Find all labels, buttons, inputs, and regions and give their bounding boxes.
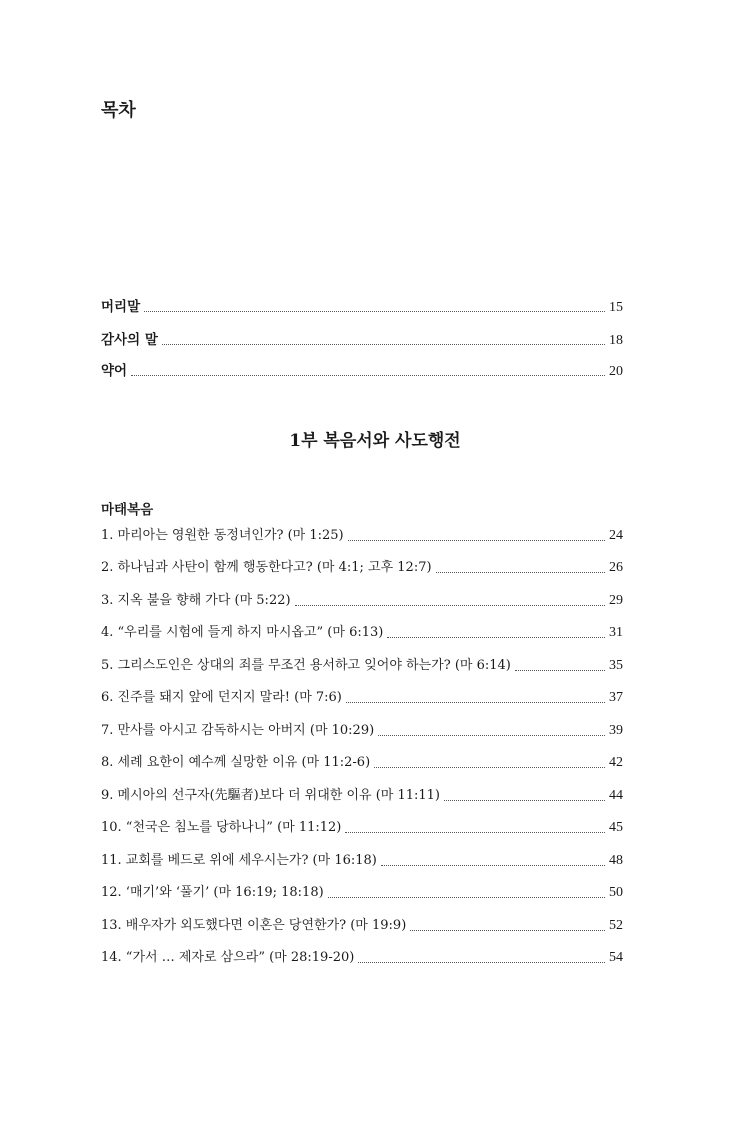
toc-entry-label: 3. 지옥 불을 향해 가다 (마 5:22): [101, 593, 291, 608]
toc-front-item[interactable]: [101, 359, 623, 383]
toc-entry-label: 13. 배우자가 외도했다면 이혼은 당연한가? (마 19:9): [101, 918, 407, 933]
toc-page-number: 20: [609, 364, 623, 379]
dot-leader: [374, 767, 605, 768]
toc-entry[interactable]: [101, 524, 623, 548]
toc-page-number: 48: [609, 853, 623, 868]
toc-entry[interactable]: [101, 816, 623, 840]
dot-leader: [436, 572, 605, 573]
toc-entry-label: 4. “우리를 시험에 들게 하지 마시옵고” (마 6:13): [101, 625, 384, 640]
toc-page-number: 18: [609, 333, 623, 348]
toc-page-number: 24: [609, 528, 623, 543]
toc-entry[interactable]: [101, 946, 623, 970]
toc-page-number: 42: [609, 755, 623, 770]
toc-entry[interactable]: [101, 719, 623, 743]
toc-entry[interactable]: [101, 621, 623, 645]
toc-entry[interactable]: [101, 914, 623, 938]
toc-page-number: 26: [609, 560, 623, 575]
dot-leader: [345, 832, 605, 833]
toc-entry-label: 7. 만사를 아시고 감독하시는 아버지 (마 10:29): [101, 723, 375, 738]
dot-leader: [444, 800, 605, 801]
toc-entry[interactable]: [101, 654, 623, 678]
toc-page-number: 37: [609, 690, 623, 705]
toc-item-label: 약어: [101, 363, 128, 379]
dot-leader: [328, 897, 605, 898]
toc-page-number: 44: [609, 788, 623, 803]
toc-page-number: 15: [609, 300, 623, 315]
toc-entry[interactable]: [101, 751, 623, 775]
toc-page-number: 54: [609, 950, 623, 965]
toc-entry-label: 12. ‘매기’와 ‘풀기’ (마 16:19; 18:18): [101, 885, 324, 900]
dot-leader: [515, 670, 605, 671]
dot-leader: [131, 375, 605, 376]
dot-leader: [381, 865, 605, 866]
toc-entry-label: 6. 진주를 돼지 앞에 던지지 말라! (마 7:6): [101, 690, 342, 705]
toc-front-item[interactable]: [101, 328, 623, 352]
toc-entry[interactable]: [101, 589, 623, 613]
toc-page-number: 29: [609, 593, 623, 608]
toc-page-number: 50: [609, 885, 623, 900]
dot-leader: [378, 735, 605, 736]
page-title: 목차: [101, 100, 136, 121]
toc-entry[interactable]: [101, 784, 623, 808]
dot-leader: [162, 344, 605, 345]
toc-entry-label: 8. 세례 요한이 예수께 실망한 이유 (마 11:2-6): [101, 755, 371, 770]
toc-entry-label: 9. 메시아의 선구자(先驅者)보다 더 위대한 이유 (마 11:11): [101, 788, 441, 803]
toc-page-number: 31: [609, 625, 623, 640]
toc-entry[interactable]: [101, 686, 623, 710]
toc-entry[interactable]: [101, 881, 623, 905]
dot-leader: [144, 311, 605, 312]
toc-item-label: 머리말: [101, 299, 141, 315]
dot-leader: [410, 930, 605, 931]
toc-page-number: 39: [609, 723, 623, 738]
dot-leader: [358, 962, 605, 963]
toc-page-number: 35: [609, 658, 623, 673]
toc-entry-label: 11. 교회를 베드로 위에 세우시는가? (마 16:18): [101, 853, 377, 868]
dot-leader: [348, 540, 605, 541]
toc-entry[interactable]: [101, 556, 623, 580]
toc-entry-label: 14. “가서 … 제자로 삼으라” (마 28:19-20): [101, 950, 355, 965]
section-heading: 마태복음: [101, 502, 154, 518]
part-heading: 1부 복음서와 사도행전: [289, 431, 461, 451]
toc-entry[interactable]: [101, 849, 623, 873]
toc-entry-label: 10. “천국은 침노를 당하나니” (마 11:12): [101, 820, 342, 835]
toc-front-item[interactable]: [101, 295, 623, 319]
toc-entry-label: 5. 그리스도인은 상대의 죄를 무조건 용서하고 잊어야 하는가? (마 6:14): [101, 658, 511, 673]
toc-item-label: 감사의 말: [101, 332, 158, 348]
toc-entry-label: 1. 마리아는 영원한 동정녀인가? (마 1:25): [101, 528, 344, 543]
toc-page-number: 52: [609, 918, 623, 933]
toc-entry-label: 2. 하나님과 사탄이 함께 행동한다고? (마 4:1; 고후 12:7): [101, 560, 432, 575]
dot-leader: [387, 637, 605, 638]
dot-leader: [295, 605, 605, 606]
toc-page-number: 45: [609, 820, 623, 835]
dot-leader: [346, 702, 605, 703]
